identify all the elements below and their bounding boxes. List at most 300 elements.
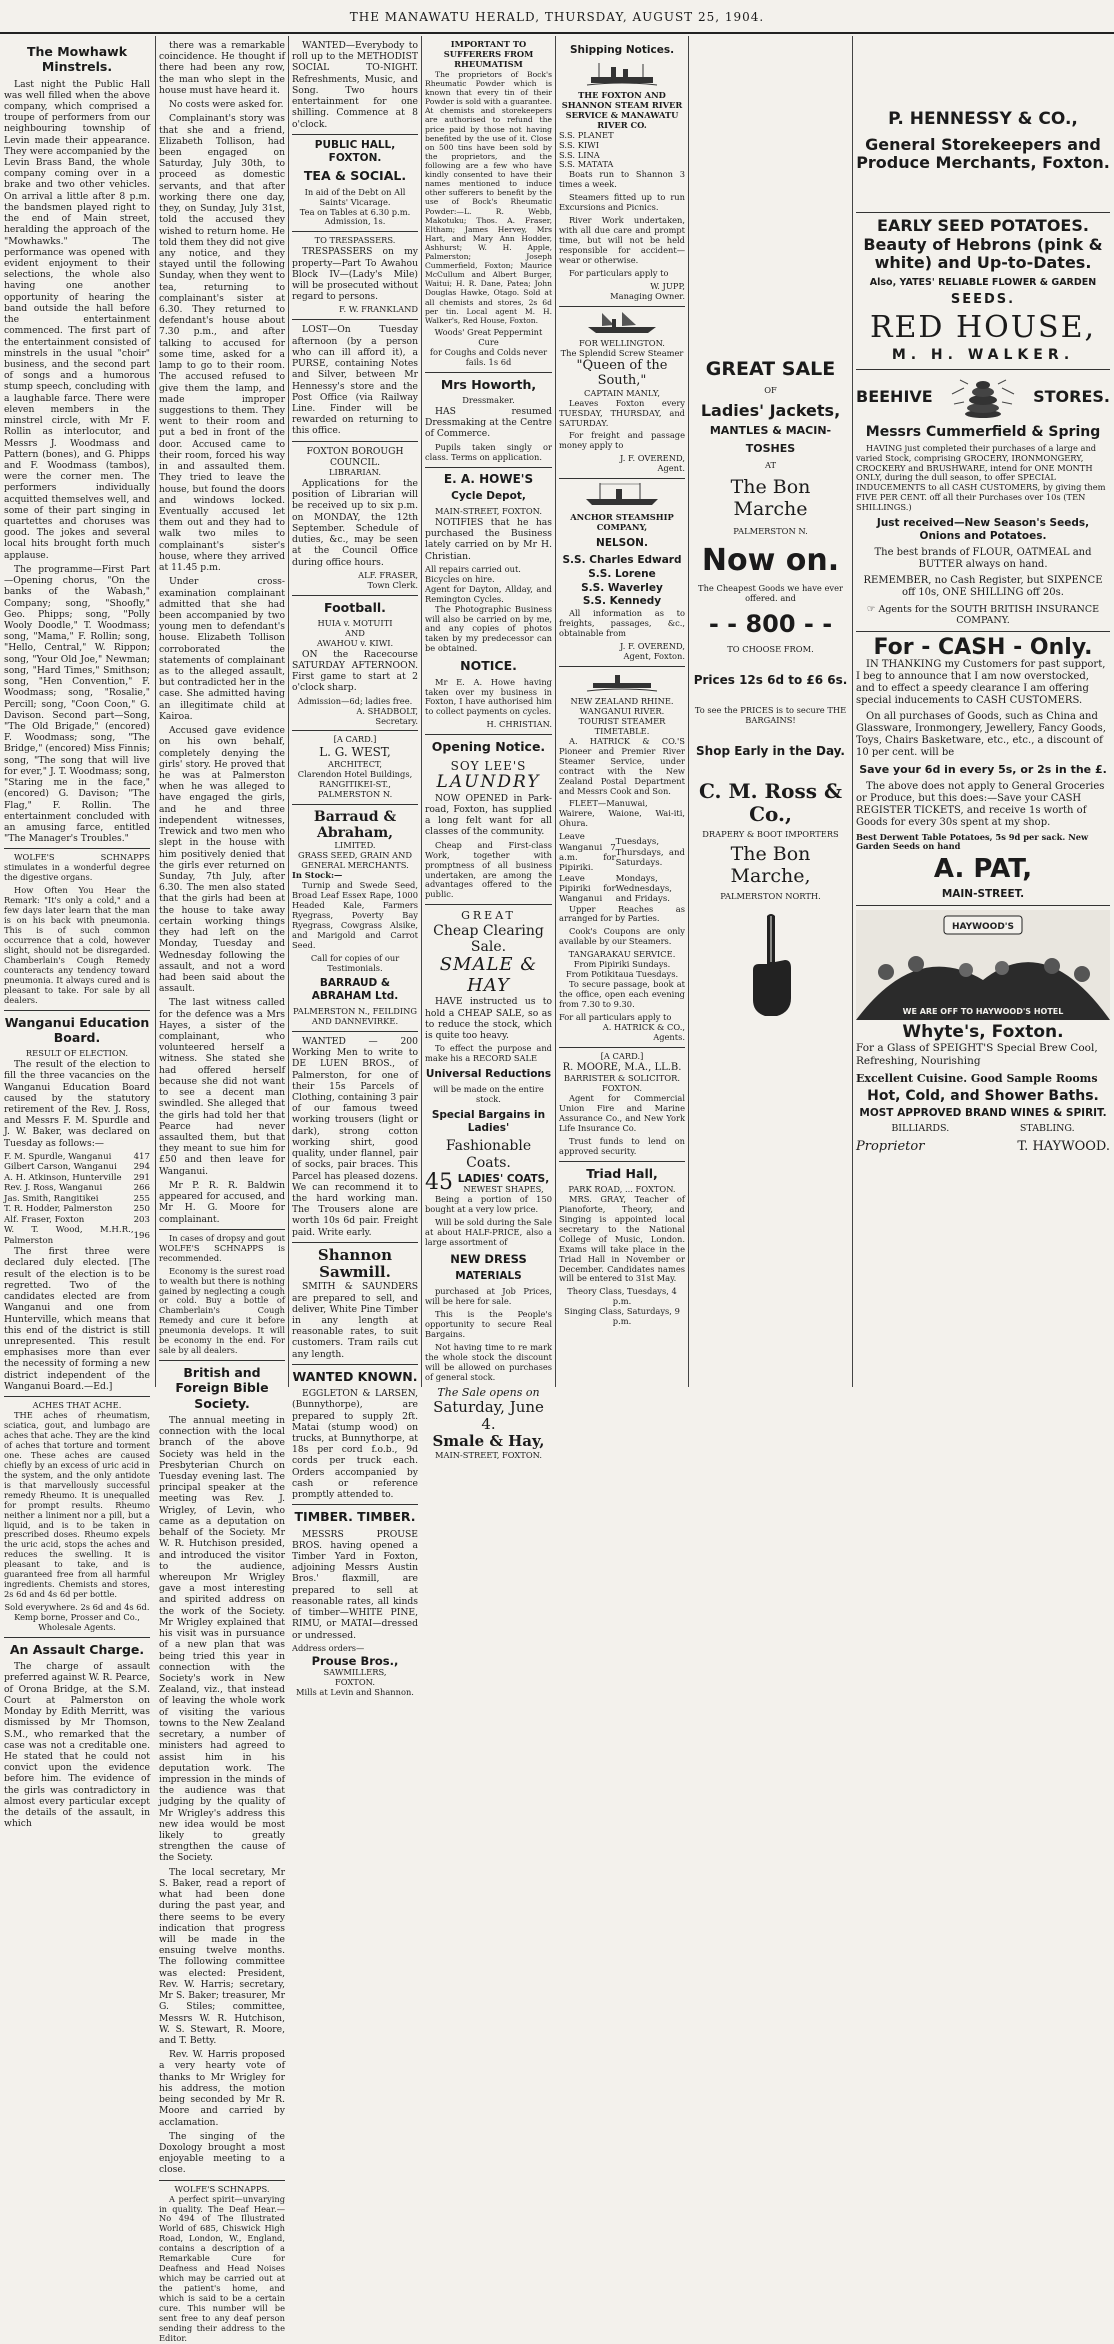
boats-text-3: River Work undertaken, with all due care and prompt time, but will not be held responsible for accident—wear or otherwise. <box>559 215 685 266</box>
table-row: Jas. Smith, Rangitikei 255 <box>4 1193 150 1204</box>
bible-article: The annual meeting in connection with the local branch of the above Society was held in the Presbyterian Church on Tuesday evening last. The principal speaker at the meeting was Rev. J. Wrigley, of Levin, who came as a deputation on behalf of the Society. Mr W. R. Hutchison presided, and introduced the visitor to the audience, whereupon Mr Wrigley gave a most interesting and spirited address on the work of the Society. Mr Wrigley explained that his visit was in pursuance of a new plan that was being tried this year in connection with the Society's work in New Zealand, viz., that instead of leaving the whole work of visiting the various towns to the New Zealand secretary, a number of ministers had agreed to assist him in his deputation work. The impression in the minds of the audience was that judging by the quality of Mr Wrigley's address this new idea would be most likely to greatly strengthen the cause of the Society. <box>159 1414 285 1864</box>
tangarakau-text: From Pipiriki Sundays. <box>573 959 671 970</box>
now-on: Now on. <box>701 542 840 578</box>
boat-3: S.S. LINA <box>559 149 600 160</box>
divider <box>425 467 552 468</box>
divider <box>425 372 552 373</box>
agents-text: Agents for the SOUTH BRITISH INSURANCE COMPANY. <box>878 603 1100 627</box>
divider <box>559 666 685 667</box>
divider <box>559 1161 685 1162</box>
divider <box>559 1047 685 1048</box>
jupp-title: Managing Owner. <box>610 290 685 301</box>
thanking-text: IN THANKING my Customers for past support, I beg to announce that I am now overstocked, and to effect a speedy clearance I am offering special inducements to CASH CUSTOMERS. <box>856 658 1106 707</box>
hatrick-signature: A. HATRICK & CO., <box>602 1021 685 1032</box>
howe-bicycles: Bicycles on hire. <box>425 573 495 584</box>
tea-purpose: In aid of the Debt on All Saints' Vicarage. <box>304 186 406 207</box>
price-range: Prices 12s 6d to £6 6s. <box>693 673 848 688</box>
bible-society-heading: British and Foreign Bible Society. <box>175 1365 269 1411</box>
barraud-limited: LIMITED. <box>334 840 376 851</box>
blank-space <box>856 40 1110 110</box>
entire-stock: will be made on the entire stock. <box>433 1083 544 1104</box>
masthead <box>0 8 1114 34</box>
toshes: TOSHES <box>745 441 796 455</box>
tourist-timetable: TOURIST STEAMER TIMETABLE. <box>578 715 666 736</box>
education-board-heading: Wanganui Education Board. <box>4 1014 150 1045</box>
ladies-jackets: Ladies' Jackets, <box>700 400 841 420</box>
steamer-icon <box>587 61 657 87</box>
divider <box>425 734 552 735</box>
fleet-text: FLEET—Manuwai, Wairere, Waione, Wai-iti, Ohura. <box>559 798 685 829</box>
minstrels-heading: The Mowhawk Minstrels. <box>26 44 128 75</box>
column-2 <box>159 40 286 2343</box>
column-rule <box>288 36 289 1387</box>
palmerston-label: PALMERSTON N. <box>733 525 808 536</box>
notice-signature: H. CHRISTIAN. <box>486 719 552 730</box>
aches-heading: ACHES THAT ACHE. <box>32 1400 122 1411</box>
minstrels-programme: The programme—First Part—Opening chorus, "On the banks of the Wabash," Company; song, "Shoofly," Geo. Phipps; song, "Polly Wooly Doodle," T. Woodmass; song, "Mama," F. Rollin; song, "Hello, Central," W. Rippon; song, "Your Old Joe," Newman; song, "Hard Times," Smithson; song, "Hen Convention," F. Woodmass; song, "Rosalie," Percill; song, "Coon Coon," G. Davison. Second part—Song, "The Old Brigade," (encored) F. Woodmass; song, "The Bridge," (encored) Miss Finnis; song, "The song that will live for ever," J. T. Woodmass; song, "Staring me in the face," (encored) G. Davison; "The Flag," F. Rollin. The entertainment concluded with an amusing farce, entitled "The Manager's Troubles." <box>4 563 150 845</box>
hennessy-subheading: General Storekeepers and Produce Merchants, Foxton. <box>856 134 1110 172</box>
opportunity-text: This is the People's opportunity to secure Real Bargains. <box>425 1308 552 1339</box>
howorth-subheading: Dressmaker. <box>462 394 515 405</box>
captain: CAPTAIN MANLY, <box>584 387 660 398</box>
stores-label: STORES. <box>1033 386 1110 406</box>
overend-title-2: Agent, Foxton. <box>623 650 685 661</box>
football-admission: Admission—6d; ladies free. <box>297 695 413 706</box>
coats-number: 45 <box>425 1169 453 1195</box>
beehive-icon <box>950 374 1016 420</box>
trust-funds: Trust funds to lend on approved security. <box>559 1135 685 1156</box>
divider <box>292 134 418 135</box>
boat-4: S.S. MATATA <box>559 159 614 170</box>
table-row: Rev. J. Ross, Wanganui 266 <box>4 1183 150 1194</box>
testimonials-line: Call for copies of our Testimonials. <box>310 952 400 973</box>
see-prices: To see the PRICES is to secure THE BARGAINS! <box>694 704 847 725</box>
tea-admission: Admission, 1s. <box>324 216 386 227</box>
wolfe-text: A perfect spirit—unvarying in quality. The Deaf Hear.—No 494 of The Illustrated World of 685, Chiswick High Road, London, W., England, contains a description of a Remarkable Cure for Deafness and Head Noises which may be carried out at the patient's home, and which is said to be a certain cure. This number will be sent free to any deaf person sending their address to the Editor. <box>159 2193 285 2343</box>
ross-name: C. M. Ross & Co., <box>698 779 843 827</box>
lost-purse-notice: LOST—On Tuesday afternoon (by a person who can ill afford it), a PURSE, containing Notes and Silver, between Mr Hennessy's store and the Post Office (via Railway Line. Finder will be rewarded on returning to this office. <box>292 324 418 437</box>
ship-charles-edward: S.S. Charles Edward <box>562 553 682 566</box>
table-row: Leave Pipiriki for Wanganui Mondays, Wednesdays, and Fridays. <box>559 873 673 905</box>
wanted-known-text: EGGLETON & LARSEN, (Bunnythorpe), are prepared to supply 2ft. Matai (stump wood) on trucks, at Bunnythorpe, at 18s per cord f.o.b., 9d cords per truck each. Orders accompanied by cash or reference promptly attended to. <box>292 1388 418 1501</box>
boat-2: S.S. KIWI <box>559 139 599 150</box>
wolfe-heading: WOLFE'S SCHNAPPS. <box>174 2183 270 2194</box>
goods-count: - - 800 - - <box>708 610 833 639</box>
woods-cure-2: for Coughs and Colds never fails. 1s 6d <box>429 346 548 367</box>
triad-hall-heading: Triad Hall, <box>586 1165 658 1181</box>
divider <box>856 631 1110 632</box>
barraud-places: PALMERSTON N., FEILDING AND DANNEVIRKE. <box>292 1006 418 1026</box>
cheapest-goods: The Cheapest Goods we have ever offered. and <box>698 583 843 604</box>
divider <box>159 1360 285 1361</box>
rheumatism-text: The proprietors of Bock's Rheumatic Powder which is known that every tin of their Powder is sold with a guarantee. At chemists and storekeepers are authorised to refund the price paid by those not having benefited by the use of it. Close on 500 tins have been sold by the proprietors, and the following are a few who have kindly consented to have their names mentioned to induce other sufferers to benefit by the use of Bock's Rheumatic Powder:—L. R. Webb, Makotuku; Thos. A. Fraser, Eltham; James Hervey, Mrs Hart, and Mary Ann Hodder, Ashhurst; W. H. Apple, Palmerston; Joseph Cummerfield, Foxton; Maurice McCullum and Albert Burger, Waitui; H. R. Dane, Patea; John Douglas Hawke, Otago. Sold at all chemists and stores, 2s 6d per tin. Local agent M. H. Walker's, Red House, Foxton. <box>425 69 552 325</box>
photographic-notice: The Photographic Business will also be carried on by me, and any copies of photos taken by my predecessor can be obtained. <box>425 603 552 654</box>
proprietor-row <box>856 1139 1110 1155</box>
soy-lee: SOY LEE'S <box>450 758 527 773</box>
stabling: STABLING. <box>1019 1123 1075 1135</box>
hennessy-heading: P. HENNESSY & CO., <box>888 109 1078 129</box>
address-orders: Address orders— <box>292 1642 365 1653</box>
freight-text: For freight and passage money apply to <box>559 430 685 451</box>
secure-passage: To secure passage, book at the office, open each evening from 7.30 to 9.30. <box>559 979 685 1010</box>
cummerfield-heading: Messrs Cummerfield & Spring <box>865 423 1101 440</box>
divider <box>292 231 418 232</box>
election-article: The result of the election to fill the three vacancies on the Wanganui Education Board caused by the statutory retirement of the Rev. J. Ross, and Messrs F. M. Spurdle and J. W. Baker, was declared on Tuesday as follows:— <box>4 1059 150 1149</box>
wanted-known-heading: WANTED KNOWN. <box>292 1368 418 1384</box>
great-heading: GREAT <box>461 909 516 923</box>
masthead-title: THE MANAWATU HERALD, THURSDAY, AUGUST 25, 1904. <box>349 10 765 24</box>
methodist-advert: WANTED—Everybody to roll up to the METHODIST SOCIAL TO-NIGHT. Refreshments, Music, and Song. Two hours entertainment for one shilling. Commence at 8 o'clock. <box>292 40 418 130</box>
moore-town: FOXTON. <box>601 1082 643 1093</box>
ship-kennedy: S.S. Kennedy <box>582 595 662 608</box>
football-text: ON the Racecourse SATURDAY AFTERNOON. First game to start at 2 o'clock sharp. <box>292 648 418 694</box>
howorth-pupils: Pupils taken singly or class. Terms on application. <box>425 441 552 462</box>
table-row: Alf. Fraser, Foxton 203 <box>4 1214 150 1225</box>
assault-costs: No costs were asked for. <box>169 99 284 111</box>
leaves-text: Leaves Foxton every TUESDAY, THURSDAY, and SATURDAY. <box>559 397 685 428</box>
laundry-text-2: Cheap and First-class Work, together with promptness of all business undertaken, are among the advantages offered to the public. <box>425 839 552 900</box>
smale-hay-heading: SMALE & HAY <box>439 953 538 996</box>
boats-text-4: For particulars apply to <box>569 268 669 278</box>
divider <box>856 369 1110 370</box>
schnapps-notice: WOLFE'S SCHNAPPS stimulates in a wonderful degree the digestive organs. <box>4 852 150 883</box>
speights-line: For a Glass of SPEIGHT'S Special Brew Cool, Refreshing, Nourishing <box>856 1042 1098 1068</box>
clearing-sale: Cheap Clearing Sale. <box>433 922 544 955</box>
fashionable-coats: Fashionable Coats. <box>445 1138 532 1171</box>
materials-text: purchased at Job Prices, will be here for sale. <box>425 1285 552 1306</box>
divider <box>4 1396 150 1397</box>
river-steamer-icon <box>587 671 657 693</box>
agents-line: Kemp borne, Prosser and Co., Wholesale Agents. <box>14 1612 140 1633</box>
divider <box>159 1229 285 1230</box>
election-results-table <box>4 1152 150 1246</box>
sawmill-heading: Shannon Sawmill. <box>317 1245 393 1282</box>
barraud-heading: Barraud & Abraham, <box>313 808 397 841</box>
agents-line <box>856 604 1110 627</box>
blank-space <box>856 172 1110 208</box>
sale-opens: The Sale opens on <box>437 1385 540 1399</box>
special-bargains: Special Bargains in Ladies' <box>431 1108 546 1134</box>
remember-line: REMEMBER, no Cash Register, but SIXPENCE off 10s, ONE SHILLING off 20s. <box>863 575 1103 599</box>
architect-name: L. G. WEST, <box>319 745 391 760</box>
howe-agent: Agent for Dayton, Allday, and Remington Cycles. <box>425 583 552 604</box>
divider <box>159 2180 285 2181</box>
trespassers-signature: F. W. FRANKLAND <box>339 304 418 315</box>
football-and: AND <box>345 627 365 638</box>
divider <box>292 730 418 731</box>
baths-line: Hot, Cold, and Shower Baths. <box>867 1088 1099 1105</box>
sold-line: Sold everywhere. 2s 6d and 4s 6d. <box>4 1602 150 1613</box>
assault-heading: An Assault Charge. <box>9 1642 145 1657</box>
bon-marche: The Bon Marche <box>730 476 811 520</box>
howe-text: NOTIFIES that he has purchased the Business lately carried on by Mr H. Christian. <box>425 516 552 562</box>
smale-hay-footer: Smale & Hay, <box>432 1432 545 1451</box>
steamship-icon <box>582 483 662 509</box>
schnapps-dropsy: In cases of dropsy and gout WOLFE'S SCHNAPPS is recommended. <box>159 1232 286 1263</box>
queen-of-the-south: "Queen of the South," <box>576 357 668 388</box>
divider <box>4 1010 150 1011</box>
overend-title: Agent. <box>657 463 685 474</box>
column-1 <box>4 40 150 1830</box>
triad-address: PARK ROAD, ... FOXTON. <box>568 1183 676 1194</box>
football-match-1: HUIA v. MOTUITI <box>317 617 393 628</box>
woods-cure: Woods' Great Peppermint Cure <box>434 326 543 347</box>
palmerston-north: PALMERSTON NORTH. <box>720 891 821 902</box>
moore-text: Agent for Commercial Union Fire and Marine Assurance Co., and New York Life Insurance Co. <box>559 1092 685 1133</box>
architect-address-2: RANGITIKEI-ST., PALMERSTON N. <box>317 778 393 799</box>
notice-heading: NOTICE. <box>460 658 517 674</box>
howorth-heading: Mrs Howorth, <box>440 376 537 392</box>
football-signature-title: Secretary. <box>375 715 418 726</box>
divider <box>292 1031 418 1032</box>
crowd-caption: WE ARE OFF TO HAYWOOD'S HOTEL <box>902 1006 1064 1016</box>
yates-line: Also, YATES' RELIABLE FLOWER & GARDEN <box>869 276 1097 288</box>
red-house-heading: RED HOUSE, <box>869 309 1097 345</box>
drapery-label: DRAPERY & BOOT IMPORTERS <box>702 829 839 840</box>
assault-article: The charge of assault preferred against W. R. Pearce, of Orona Bridge, at the S.M. Court at Palmerston on Monday by Edith Merritt, was dismissed by Mr Thomson, S.M., who remarked that the case was not a creditable one. He stated that he could not convict upon the evidence before him. The evidence of the girls was contradictory in almost every particular except the details of the assault, in which <box>4 1661 150 1830</box>
proprietor-label: Proprietor <box>856 1138 925 1154</box>
early-seed-potatoes: EARLY SEED POTATOES. <box>877 216 1089 236</box>
jupp-signature: W. JUPP, <box>650 280 685 291</box>
howe-subheading: Cycle Depot, <box>451 490 526 503</box>
cuisine-line: Excellent Cuisine. Good Sample Rooms <box>856 1071 1098 1085</box>
assault-counsel: Mr P. R. R. Baldwin appeared for accused, and Mr H. G. Moore for complainant. <box>159 1179 285 1225</box>
notice-text: Mr E. A. Howe having taken over my business in Foxton, I have authorised him to collect payments on cycles. <box>425 676 552 717</box>
column-rule <box>421 36 422 1387</box>
river-service-heading: THE FOXTON AND SHANNON STEAM RIVER SERVICE & MANAWATU RIVER CO. <box>561 89 683 130</box>
howorth-text: HAS resumed Dressmaking at the Centre of Commerce. <box>425 405 552 440</box>
hatrick-title: Agents. <box>653 1031 685 1042</box>
column-3 <box>292 40 418 1697</box>
cough-remedy-notice: How Often You Hear the Remark: "It's only a cold," and a few days later learn that the man is on his back with pneumonia. This is of such common occurrence that a cold, however slight, should not be disregarded. Chamberlain's Cough Remedy counteracts any tendency toward pneumonia. It always cured and is pleasant to take. For sale by all dealers. <box>4 885 150 1005</box>
football-match-2: AWAHOU v. KIWI. <box>316 637 394 648</box>
mills-line: Mills at Levin and Shannon. <box>296 1686 414 1697</box>
column-rule <box>555 36 556 1387</box>
smale-address: MAIN-STREET, FOXTON. <box>434 1449 543 1460</box>
boats-text: Boats run to Shannon 3 times a week. <box>559 169 685 190</box>
football-heading: Football. <box>324 599 386 615</box>
in-stock-items: Turnip and Swede Seed, Broad Leaf Essex Rape, 1000 Headed Kale, Farmers Ryegrass, Poverty Bay Ryegrass, Cowgrass Alsike, and Marigold and Carrot Seed. <box>292 879 418 950</box>
election-comment: The first three were declared duly elected. [The result of the election is to be regretted. Two of the candidates elected are from Wanganui and one from Hunterville, which means that this end of the district is still unrepresented. This result emphasises more than ever the necessity of forming a new district independent of the Wanganui Board.—Ed.] <box>4 1246 150 1392</box>
upper-reaches: Upper Reaches as arranged for by Parties. <box>559 903 685 924</box>
divider <box>856 212 1110 213</box>
coats-text-2: Will be sold during the Sale at about HALF-PRICE, also a large assortment of <box>425 1217 552 1248</box>
sawmill-text: SMITH & SAUNDERS are prepared to sell, and deliver, White Pine Timber in any length at reasonable rates, to suit customers. Tram rails cut any length. <box>292 1281 418 1360</box>
boats-text-2: Steamers fitted up to run Excursions and Picnics. <box>559 192 685 213</box>
whytes-heading: Whyte's, Foxton. <box>902 1021 1064 1042</box>
info-text: All information as to freights, passages, &c., obtainable from <box>559 608 685 639</box>
wellington-heading: FOR WELLINGTON. <box>579 337 665 348</box>
mantles: MANTLES & MACIN- <box>709 424 832 438</box>
wanganui-river: WANGANUI RIVER. <box>579 705 665 716</box>
coats-ladies: LADIES' COATS, <box>457 1172 550 1185</box>
tea-social-heading: TEA & SOCIAL. <box>303 168 407 184</box>
table-row: F. M. Spurdle, Wanganui 417 <box>4 1151 150 1162</box>
table-row: W. T. Wood, M.H.R., Palmerston 196 <box>4 1225 150 1246</box>
singing-class: Singing Class, Saturdays, 9 p.m. <box>564 1306 680 1327</box>
cook-coupons: Cook's Coupons are only available by our Steamers. <box>559 926 685 947</box>
new-dress: NEW DRESS <box>450 1252 527 1267</box>
prouse-town: FOXTON. <box>334 1676 376 1687</box>
divider <box>4 1637 150 1638</box>
tangarakau-heading: TANGARAKAU SERVICE. <box>568 949 676 960</box>
seeds-heading: SEEDS. <box>950 292 1016 308</box>
librarian-heading: LIBRARIAN. <box>328 467 381 478</box>
beehive-label: BEEHIVE <box>856 386 933 406</box>
universal-reductions: Universal Reductions <box>425 1068 552 1081</box>
council-signature: ALF. FRASER, <box>358 569 418 580</box>
card-label: [A CARD.] <box>333 734 377 745</box>
opening-notice-heading: Opening Notice. <box>431 739 546 755</box>
economy-notice: Economy is the surest road to wealth but there is nothing gained by neglecting a cough or cold. Buy a bottle of Chamberlain's Cough Remedy and cure it before pneumonia develops. It will be economy in the end. For sale by all dealers. <box>159 1265 285 1356</box>
splendid-steamer: The Splendid Screw Steamer <box>560 347 684 358</box>
in-stock-label: In Stock:— <box>292 869 343 880</box>
pat-name: A. PAT, <box>933 854 1033 885</box>
column-4 <box>425 39 552 1460</box>
best-brands: The best brands of FLOUR, OATMEAL and BUTTER always on hand. <box>874 546 1092 571</box>
of-label: OF <box>764 384 777 395</box>
beehive-row <box>856 374 1110 420</box>
aches-advert: THE aches of rheumatism, sciatica, gout, and lumbago are aches that ache. They are the kind of aches that torture and torment one. These aches are caused chiefly by an excess of uric acid in the system, and the only antidote is that marvellously successful remedy Rheumo. It is unequalled for prompt results. Rheumo neither a liniment nor a pill, but a liquid, and is to be taken in prescribed doses. Rheumo expels the uric acid, stops the aches and reduces the swelling. It is pleasant to take, and is guaranteed free from all harmful ingredients. Chemists and stores, 2s 6d and 4s 6d per bottle. <box>4 1410 150 1600</box>
barraud-ltd-heading: BARRAUD & ABRAHAM Ltd. <box>311 977 399 1003</box>
great-sale-heading: GREAT SALE <box>705 358 836 380</box>
howe-address: MAIN-STREET, FOXTON. <box>434 505 543 516</box>
wines-line: MOST APPROVED BRAND WINES & SPIRIT. <box>859 1107 1107 1120</box>
hatrick-text: A. HATRICK & CO.'S Pioneer and Premier River Steamer Service, under contract with the New Zealand Postal Department and Messrs Cook and Son. <box>559 735 685 796</box>
column-7 <box>856 40 1110 1387</box>
column-rule <box>852 36 853 1387</box>
sailing-ship-icon <box>582 311 662 335</box>
gray-text: MRS. GRAY, Teacher of Pianoforte, Theory, and Singing is appointed local secretary to the National College of Music, London. Exams will take place in the Triad Hall in November or December. Candidates names will be entered to 31st May. <box>559 1193 685 1284</box>
choose-label: TO CHOOSE FROM. <box>727 644 814 655</box>
bible-article-2: The local secretary, Mr S. Baker, read a report of what had been done during the past year, and there seems to be every indication that progress will be made in the ensuing twelve months. The following committee was elected: President, Rev. W. Harris; secretary, Mr S. Baker; treasurer, Mr G. Stiles; committee, Messrs W. R. Hutchison, W. S. Stewart, R. Moore, and T. Betty. <box>159 1866 285 2046</box>
assault-cross: Under cross-examination complainant admitted that she had been accompanied by two young men to defendant's house. Elizabeth Tollison corroborated the statements of complainant as to the alleged assault, but contradicted her in the case. She admitted having an illegitimate child at Kairoa. <box>159 576 285 722</box>
column-rule <box>155 36 156 1387</box>
bible-article-3: Rev. W. Harris proposed a very hearty vote of thanks to Mr Wrigley for his address, the motion being seconded by Mr R. Moore and carried by acclamation. <box>159 2049 285 2128</box>
overend-signature-2: J. F. OVEREND, <box>620 641 685 652</box>
hotel-sign-text: HAYWOOD'S <box>951 921 1015 932</box>
de-luen-advert: WANTED — 200 Working Men to write to DE LUEN BROS., of Palmerston, for one of their 15s Parcels of Clothing, containing 3 pair of our famous tweed working trousers (light or dark), strong cotton working shirt, good quality, under flannel, pair of socks, pair braces. This Parcel has pleased dozens. We can recommend it to the hard working man. The Trousers alone are worth 10s 6d pair. Freight paid. Write early. <box>292 1035 418 1238</box>
assault-defence: Accused gave evidence on his own behalf, completely denying the girls' story. He proved that he was at Palmerston when he was alleged to have engaged the girls, and he and three independent witnesses, Trewick and two men who slept in the house with him positively denied that the girls ever returned on Sunday, 7th July, after 6.30. The men also stated that the girls had been at the house to take away certain working things they had left on the Monday, Tuesday and Wednesday following the assault, and not a word had been said about the assault. <box>159 725 285 995</box>
divider <box>292 319 418 320</box>
moore-name: R. MOORE, M.A., LL.B. <box>562 1061 682 1073</box>
column-6 <box>692 40 849 1387</box>
save-line: Save your 6d in every 5s, or 2s in the £. <box>859 763 1107 777</box>
materials: MATERIALS <box>455 1270 522 1283</box>
coats-text: Being a portion of 150 bought at a very low price. <box>425 1194 552 1215</box>
billiards: BILLIARDS. <box>891 1123 950 1135</box>
divider <box>292 804 418 805</box>
sale-date: Saturday, June 4. <box>433 1397 544 1434</box>
divider <box>425 904 552 905</box>
divider <box>559 306 685 307</box>
divider <box>292 595 418 596</box>
rheumatism-heading: IMPORTANT TO SUFFERERS FROM RHEUMATISM <box>443 39 534 69</box>
billiards-row <box>856 1123 1110 1135</box>
bon-marche-2: The Bon Marche, <box>730 843 811 888</box>
council-signature-title: Town Clerk. <box>367 579 418 590</box>
pointing-hand-icon <box>741 912 801 1022</box>
just-received: Just received—New Season's Seeds, Onions and Potatoes. <box>876 517 1090 543</box>
football-signature: A. SHADBOLT, <box>356 705 418 716</box>
election-subheading: RESULT OF ELECTION. <box>25 1048 129 1059</box>
beauty-of-hebrons: Beauty of Hebrons (pink & white) and Up-to-Dates. <box>863 234 1103 273</box>
main-street: MAIN-STREET. <box>941 887 1025 900</box>
nelson: NELSON. <box>596 537 648 550</box>
barraud-subheading: GRASS SEED, GRAIN AND GENERAL MERCHANTS. <box>297 850 413 870</box>
minstrels-article: Last night the Public Hall was well filled when the above company, which comprised a troupe of performers from our neighbouring township of Levin made their appearance. They were accompanied by the Levin Brass Band, the whole company coming over in a brake and two other vehicles. On arrival a little after 8 p.m. the bandsmen played right to the end of Main street, heralding the approach of the "Mowhawks." The performance was opened with evident enjoyment to their selections, the whole also having one another opportunity of hearing the band outside the hall before the entertainment commenced. The first part of the entertainment consisted of minstrels in the usual "choir" business, and the second part of songs and a humorous stump speech, concluding with a laughable farce. There were eleven members in the minstrel circle, with Mr F. Rollin as interlocutor, and Messrs J. Woodmass and Pattern (bones), and G. Phipps and F. Woodmass (tambos), were the corner men. The performers individually acquitted themselves well, and some of their part singing in quartettes and choruses was good. The jokes and several local hits brought forth much applause. <box>4 78 150 561</box>
divider <box>292 1364 418 1365</box>
table-row: T. R. Hodder, Palmerston 250 <box>4 1204 150 1215</box>
timber-text: MESSRS PROUSE BROS. having opened a Timber Yard in Foxton, adjoining Messrs Austin Bros.' flaxmill, are prepared to sell at reasonable rates, all kinds of timber—WHITE PINE, RIMU, or MATAI—dressed or undressed. <box>292 1528 418 1641</box>
laundry-heading: LAUNDRY <box>436 772 541 793</box>
coats-block <box>425 1169 552 1196</box>
shop-early: Shop Early in the Day. <box>696 743 845 758</box>
council-heading: FOXTON BOROUGH COUNCIL. <box>306 445 404 468</box>
assault-witness: The last witness called for the defence was a Mrs Hayes, a sister of the complainant, who volunteered herself a witness. She stated she had offered herself because she did not want to see a decent man swindled. She alleged that the girls had told her that Pearce had never assaulted them, but that they meant to sue him for £50 and then leave for Wanganui. <box>159 997 285 1177</box>
divider <box>856 905 1110 906</box>
blank-space <box>692 40 849 360</box>
table-row: Gilbert Carson, Wanganui 294 <box>4 1162 150 1173</box>
above-text: The above does not apply to General Groceries or Produce, but this does:—Save your CASH REGISTER TICKETS, and receive 1s worth of Goods for every 30s spent at my shop. <box>856 780 1105 829</box>
howe-heading: E. A. HOWE'S <box>443 471 534 486</box>
table-row: Leave Wanganui 7 a.m. for Pipiriki. Tuesdays, Thursdays, and Saturdays. <box>559 832 685 874</box>
divider <box>4 848 150 849</box>
column-rule <box>688 36 689 1387</box>
shipping-heading: Shipping Notices. <box>569 44 675 56</box>
assault-story: Complainant's story was that she and a friend, Elizabeth Tollison, had been engaged on Saturday, July 30th, to proceed as domestic servants, and that after working there one day, they, on Sunday, July 31st, told the accused they wished to return home. He told them they did not give any notice, and they stayed until the following Sunday, when they went to tea, returning to complainant's sister at 6.30. They returned to defendant's house about 7.30 p.m., and after talking to accused for some time, asked for a lamp to go to their room. The accused refused to give them the lamp, and made improper suggestions to them. They went to their room and put a bed in front of the door. Accused came to their room, forced his way in and assaulted them. They tried to leave the house, but found the doors and windows locked. Eventually accused let them out and they had to walk two miles to complainant's sister's house, where they arrived at 11.45 p.m. <box>159 113 285 574</box>
ship-lorene: S.S. Lorene <box>588 567 656 580</box>
at-label: AT <box>764 460 777 471</box>
divider <box>292 441 418 442</box>
timber-heading: TIMBER. TIMBER. <box>294 1509 416 1525</box>
walker-name: M. H. WALKER. <box>891 347 1075 364</box>
timetable <box>559 832 685 904</box>
public-hall-heading: PUBLIC HALL, FOXTON. <box>314 138 396 164</box>
proprietor-name: T. HAYWOOD. <box>1017 1138 1110 1154</box>
card-label-2: [A CARD.] <box>600 1050 644 1061</box>
overend-signature: J. F. OVEREND, <box>620 453 685 464</box>
divider <box>292 1504 418 1505</box>
purchases-text: On all purchases of Goods, such as China and Glassware, Ironmongery, Jewellery, Fancy Goods, Toys, Chairs Basketware, etc., etc., a discount of 10 per cent. will be <box>856 710 1106 759</box>
howe-repairs: All repairs carried out. <box>425 563 521 574</box>
theory-class: Theory Class, Tuesdays, 4 p.m. <box>567 1286 677 1307</box>
ship-waverley: S.S. Waverley <box>581 581 663 594</box>
coats-newest: NEWEST SHAPES, <box>463 1184 544 1195</box>
smale-text: HAVE instructed us to hold a CHEAP SALE, so as to reduce the stock, which is quite too heavy. <box>425 996 552 1041</box>
derwent-line: Best Derwent Table Potatoes, 5s 9d per sack. New Garden Seeds on hand <box>856 831 1089 852</box>
tea-time: Tea on Tables at 6.30 p.m. <box>299 206 411 217</box>
assault-continued: there was a remarkable coincidence. He thought if there had been any row, the man who slept in the house must have heard it. <box>159 40 285 96</box>
hand-icon: ☞ <box>866 603 879 615</box>
prouse-name: Prouse Bros., <box>311 1653 399 1668</box>
table-row: A. H. Atkinson, Hunterville 291 <box>4 1172 150 1183</box>
tangarakau-text-2: From Potikitaua Tuesdays. <box>565 969 679 980</box>
smale-text-2: To effect the purpose and make his a RECORD SALE <box>425 1043 552 1064</box>
rhine-heading: NEW ZEALAND RHINE. <box>570 695 674 706</box>
column-5 <box>559 40 685 1387</box>
boat-1: S.S. PLANET <box>559 129 614 140</box>
bible-article-4: The singing of the Doxology brought a most enjoyable meeting to a close. <box>159 2130 285 2176</box>
council-text: Applications for the position of Librarian will be received up to six p.m. on MONDAY, the 12th September. Schedule of duties, &c., may be seen at the Council Office during office hours. <box>292 477 418 568</box>
trespassers-text: TRESPASSERS on my property—Part To Awahou Block IV—(Lady's Mile) will be prosecuted without regard to persons. <box>292 246 418 303</box>
crowd-illustration <box>856 910 1110 1020</box>
trespassers-heading: TO TRESPASSERS. <box>314 235 396 246</box>
particulars: For all particulars apply to <box>559 1012 672 1023</box>
moore-title: BARRISTER & SOLICITOR. <box>563 1073 681 1084</box>
architect-address: Clarendon Hotel Buildings, <box>297 769 413 780</box>
anchor-heading: ANCHOR STEAMSHIP COMPANY, <box>570 512 674 533</box>
